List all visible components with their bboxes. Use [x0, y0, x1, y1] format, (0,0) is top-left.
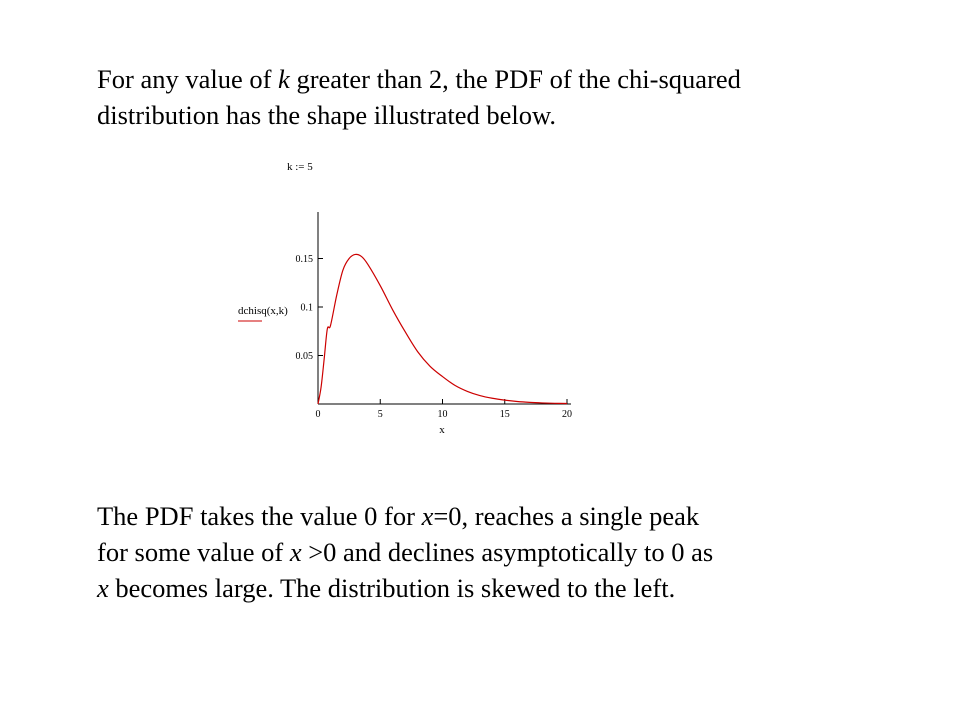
plot-definition: k := 5	[287, 161, 313, 173]
text-run: The PDF takes the value 0 for	[97, 501, 422, 531]
text-run: for some value of	[97, 537, 290, 567]
text-run: distribution has the shape illustrated below.	[97, 100, 557, 130]
italic-variable: x	[421, 501, 434, 531]
text-run: For any value of	[97, 64, 279, 94]
x-tick-label: 15	[499, 409, 510, 420]
italic-variable: k	[278, 64, 290, 94]
text-run: becomes large. The distribution is skewed to the left.	[108, 573, 676, 603]
x-tick-label: 20	[562, 409, 572, 420]
conclusion-line-2	[97, 534, 713, 570]
y-tick-label: 0.05	[295, 351, 313, 362]
x-tick-label: 10	[437, 409, 448, 420]
text-run: greater than 2, the PDF of the chi-squared	[289, 64, 741, 94]
conclusion-line-1	[97, 498, 713, 534]
x-tick-label: 5	[377, 409, 383, 420]
y-tick-label: 0.15	[295, 254, 313, 265]
y-axis-label: dchisq(x,k)	[238, 305, 288, 317]
x-axis-label: x	[439, 424, 445, 436]
y-tick-label: 0.1	[300, 302, 313, 314]
conclusion-paragraph	[97, 498, 713, 606]
plot-series	[318, 254, 567, 404]
text-run: >0 and declines asymptotically to 0 as	[301, 537, 714, 567]
x-tick-label: 0	[315, 409, 321, 420]
conclusion-line-3	[97, 570, 713, 606]
series-line-dchisq	[318, 254, 567, 404]
text-run: =0, reaches a single peak	[433, 501, 700, 531]
plot-axes	[318, 212, 571, 404]
italic-variable: x	[97, 573, 109, 603]
italic-variable: x	[289, 537, 302, 567]
y-tick-labels	[296, 254, 324, 362]
